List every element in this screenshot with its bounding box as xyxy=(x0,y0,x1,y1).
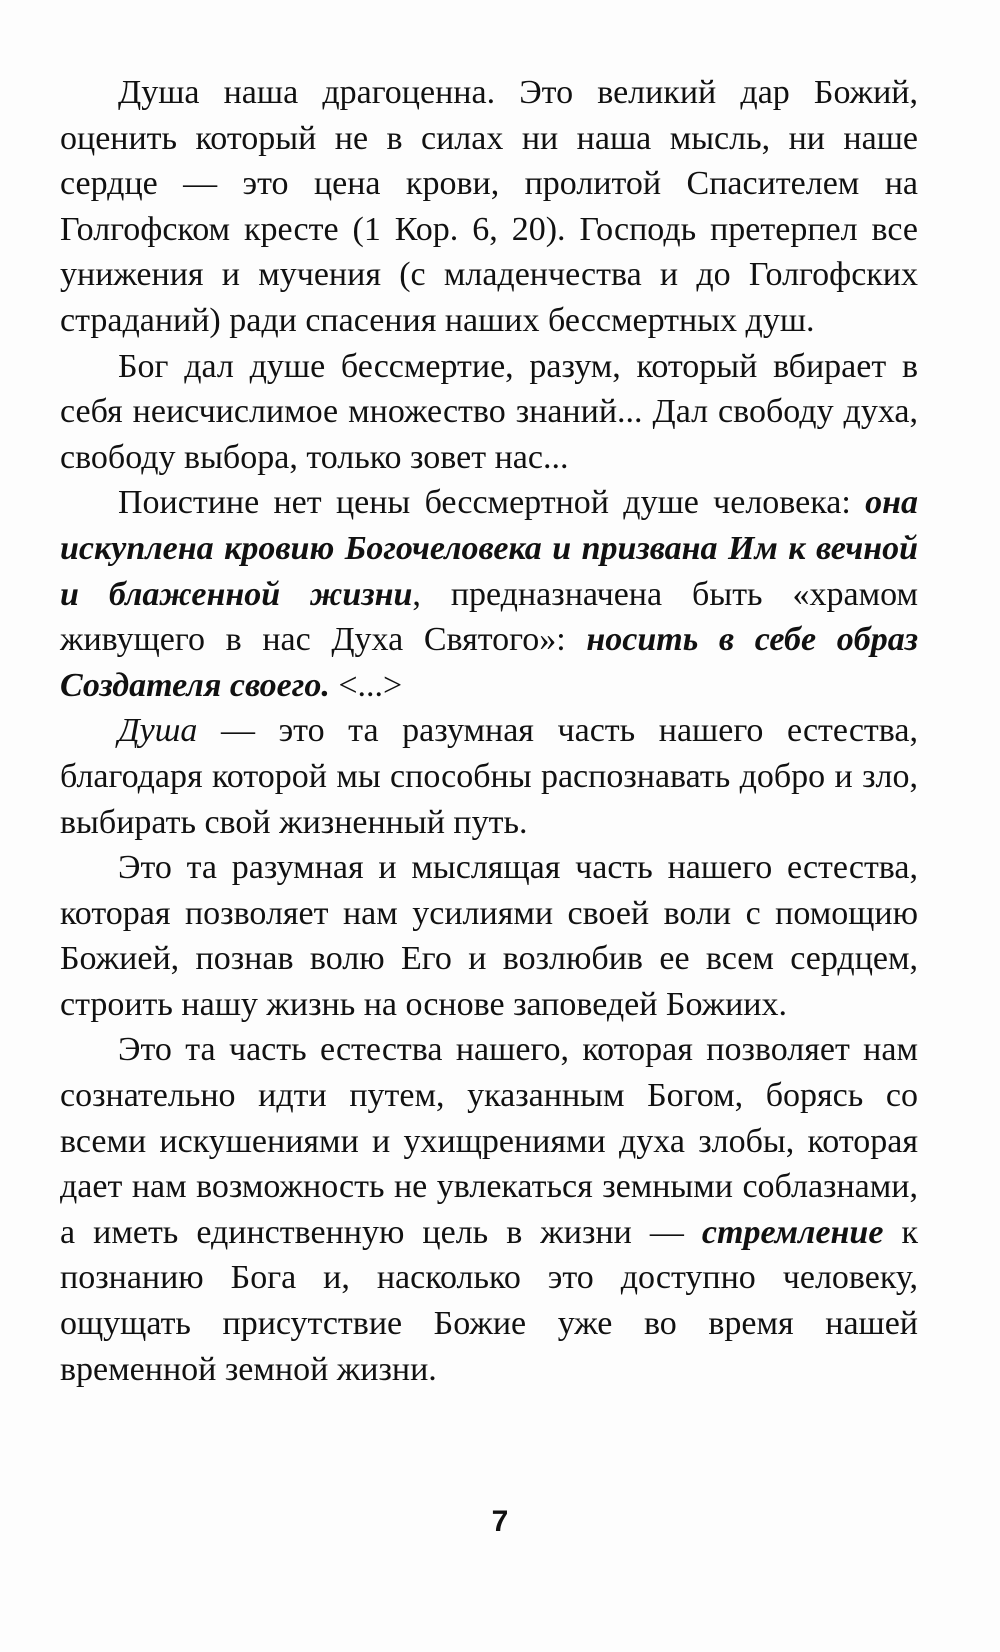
text-run: к познанию Бога и, насколько это доступно человеку, ощущать присутствие Божие уже во время нашей временной земной жизни. xyxy=(60,1213,918,1388)
text-run: <...> xyxy=(329,666,403,704)
text-run: Душа наша драгоценна. Это великий дар Божий, оценить который не в силах ни наша мысль, ни наше сердце — это цена крови, пролитой Спасителем на Голгофском кресте (1 Кор. 6, 20). Господь претерпел все унижения и мучения (с младенчества и до Голгофских страданий) ради спасения наших бессмертных душ. xyxy=(60,74,918,339)
emphasis-text: она искуплена кровию Богочеловека и призвана Им к вечной и блаженной жизни xyxy=(60,484,918,613)
page-number: 7 xyxy=(491,1505,509,1538)
paragraph-no-price xyxy=(60,480,918,708)
text-run: Бог дал душе бессмертие, разум, который вбирает в себя неисчислимое множество знаний... Дал свободу духа, свободу выбора, только зовет нас... xyxy=(60,347,918,476)
text-run: Это та разумная и мыслящая часть нашего естества, которая позволяет нам усилиями своей воли с помощию Божией, познав волю Его и возлюбив ее всем сердцем, строить нашу жизнь на основе заповедей Божиих. xyxy=(60,849,918,1023)
text-run: , предназначена быть «храмом живущего в нас Духа Святого»: xyxy=(60,575,918,659)
text-run: Поистине нет цены бессмертной душе человека: xyxy=(118,484,866,522)
emphasis-text: стремление xyxy=(701,1213,884,1251)
paragraph-path xyxy=(60,1027,918,1392)
emphasis-text: носить в себе образ Создателя своего. xyxy=(60,621,918,704)
paragraph-soul-definition xyxy=(60,708,918,845)
text-run: — это та разумная часть нашего естества, благодаря которой мы способны распознавать добро и зло, выбирать свой жизненный путь. xyxy=(60,712,918,841)
paragraph-immortality xyxy=(60,344,918,481)
body-text xyxy=(60,70,918,1392)
paragraph-rational-part xyxy=(60,845,918,1027)
text-run: Это та часть естества нашего, которая позволяет нам сознательно идти путем, указанным Богом, борясь со всеми искушениями и ухищрениями духа злобы, которая дает нам возможность не увлекаться земными соблазнами, а иметь единственную цель в жизни — xyxy=(60,1031,918,1251)
paragraph-soul-precious xyxy=(60,70,918,344)
italic-term: Душа xyxy=(118,712,198,750)
